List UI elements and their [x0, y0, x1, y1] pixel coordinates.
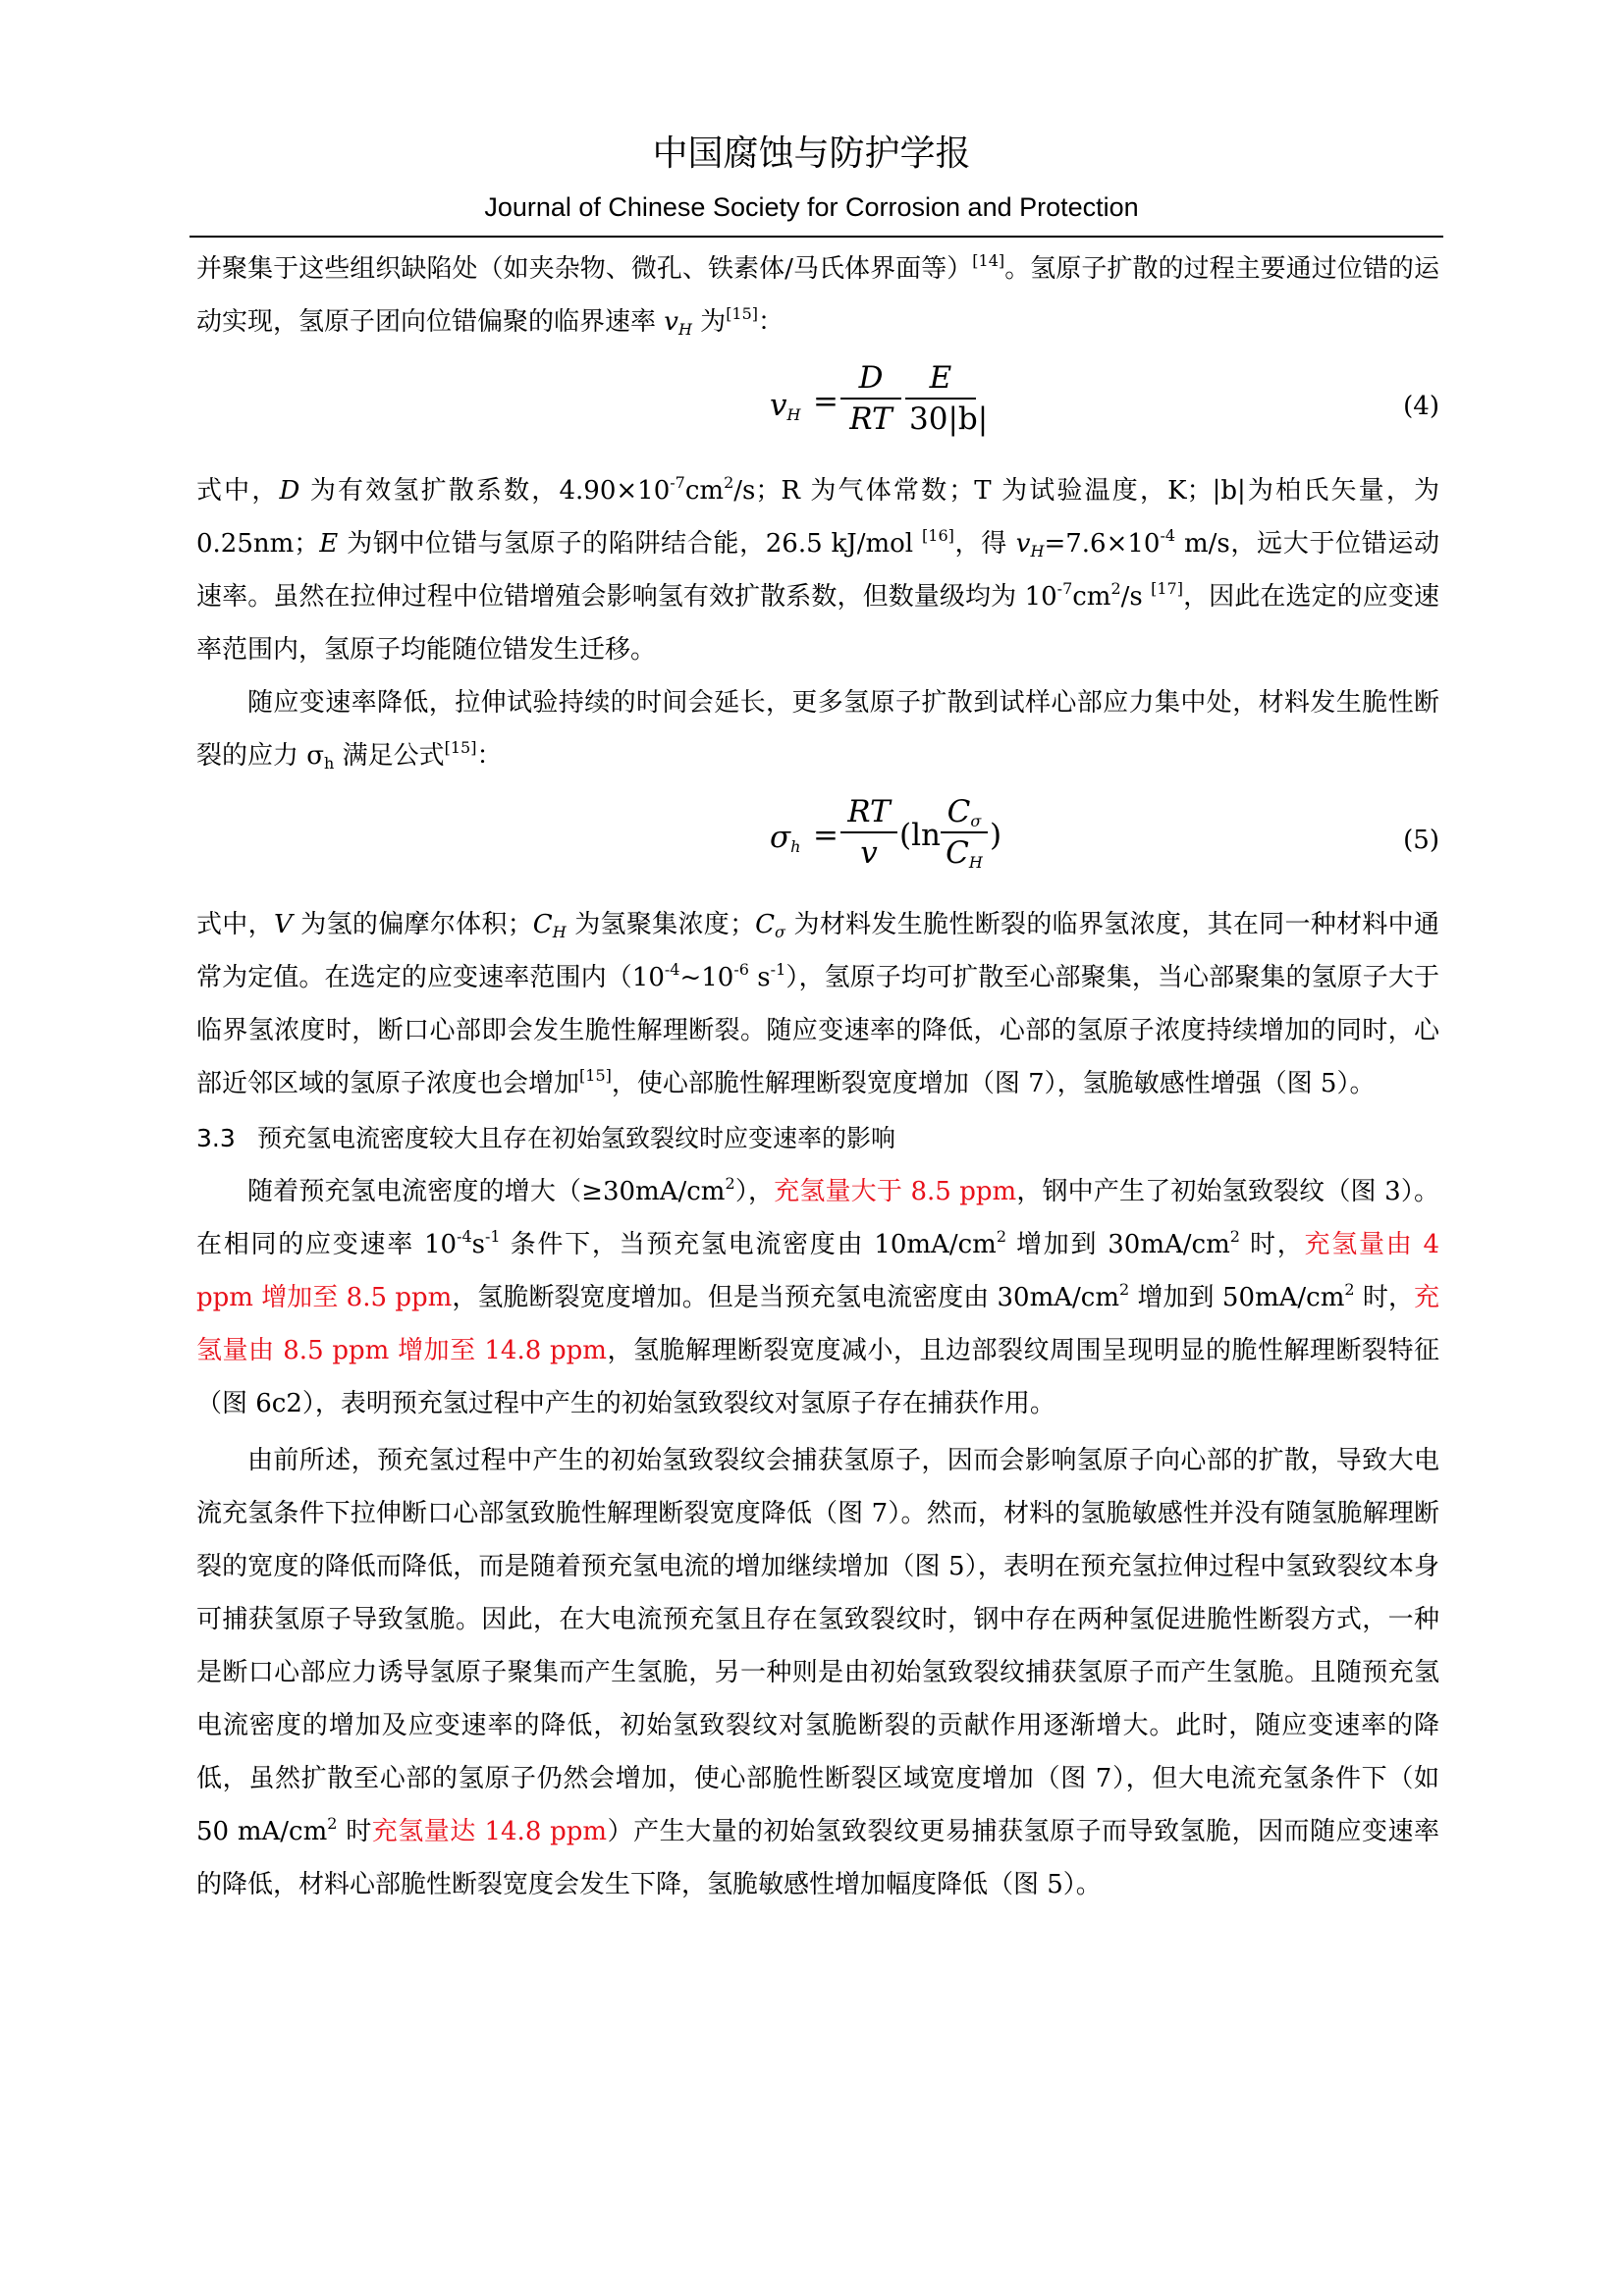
paragraph-5: 随着预充氢电流密度的增大$(\ge 30mA/cm^2)$，充氢量大于 8.5 ppm，钢中产生了初始氢致裂纹（图 3）。在相同的应变速率 $10^{-4}s^{-1}$ 条件下，当预充氢电流密度由 $10mA/cm^2$ 增加到 $30mA/cm^2$ 时，充氢量由 4 ppm 增加至 8.5 ppm，氢脆断裂宽度增加。但是当预充氢电流密度由 $30mA/cm^2$ 增加到 $50mA/cm^2$ 时，充氢量由 8.5 ppm 增加至 14.8 ppm，氢脆解理断裂宽度减小，且边部裂纹周围呈现明显的脆性解理断裂特征（图 6c2），表明预充氢过程中产生的初始氢致裂纹对氢原子存在捕获作用。: [196, 1174, 1439, 1418]
highlight-text: 充氢量大于 8.5 ppm: [774, 1177, 1017, 1206]
eq4-lhs: $v_H$: [770, 388, 801, 424]
citation: [17]: [1151, 579, 1183, 598]
section-heading: [196, 1112, 1439, 1165]
eq5-lhs: $\sigma_h$: [770, 820, 801, 856]
citation: [15]: [726, 304, 759, 323]
citation: [15]: [579, 1066, 612, 1085]
section-number: 3.3: [196, 1124, 236, 1152]
eq5-equals: =: [813, 818, 839, 853]
highlight-text: 充氢量由 8.5 ppm 增加至 14.8 ppm: [196, 1283, 1439, 1365]
eq4-equals: =: [813, 384, 839, 419]
eq4-fraction-1: D RT: [840, 358, 901, 439]
paragraph-1: 并聚集于这些组织缺陷处（如夹杂物、微孔、铁素体/马氏体界面等）[14]。氢原子扩散的过程主要通过位错的运动实现，氢原子团向位错偏聚的临界速率 $v_H$ 为[15]：: [196, 251, 1439, 339]
eq5-fraction-1: RT v: [840, 792, 897, 873]
equation-4: [196, 352, 1439, 460]
header-divider: [189, 236, 1443, 238]
citation: [15]: [444, 738, 477, 757]
equation-5: [196, 786, 1439, 894]
citation: [16]: [922, 526, 954, 545]
eq5-close-paren: ): [990, 818, 1002, 853]
journal-subtitle: Journal of Chinese Society for Corrosion and Protection: [484, 192, 1139, 222]
eq5-fraction-2: $C_\sigma$ $C_H$: [941, 792, 988, 873]
section-title: 预充氢电流密度较大且存在初始氢致裂纹时应变速率的影响: [257, 1124, 896, 1152]
paragraph-6: 由前所述，预充氢过程中产生的初始氢致裂纹会捕获氢原子，因而会影响氢原子向心部的扩散，导致大电流充氢条件下拉伸断口心部氢致脆性解理断裂宽度降低（图 7）。然而，材料的氢脆敏感性并没有随氢脆解理断裂的宽度的降低而降低，而是随着预充氢电流的增加继续增加（图 5），表明在预充氢拉伸过程中氢致裂纹本身可捕获氢原子导致氢脆。因此，在大电流预充氢且存在氢致裂纹时，钢中存在两种氢促进脆性断裂方式，一种是断口心部应力诱导氢原子聚集而产生氢脆，另一种则是由初始氢致裂纹捕获氢原子而产生氢脆。且随预充氢电流密度的增加及应变速率的降低，初始氢致裂纹对氢脆断裂的贡献作用逐渐增大。此时，随应变速率的降低，虽然扩散至心部的氢原子仍然会增加，使心部脆性断裂区域宽度增加（图 7），但大电流充氢条件下（如 50 $mA/cm^2$ 时充氢量达 14.8 ppm）产生大量的初始氢致裂纹更易捕获氢原子而导致氢脆，因而随应变速率的降低，材料心部脆性断裂宽度会发生下降，氢脆敏感性增加幅度降低（图 5）。: [196, 1446, 1439, 1899]
eq4-number: (4): [1403, 392, 1439, 421]
highlight-text: 充氢量达 14.8 ppm: [371, 1817, 608, 1846]
eq4-fraction-2: E 30|b|: [905, 358, 976, 439]
article-body: [196, 242, 1439, 1911]
eq5-ln: (ln: [899, 818, 941, 853]
paragraph-4: 式中，V 为氢的偏摩尔体积；$C_H$ 为氢聚集浓度；$C_\sigma$ 为材料发生脆性断裂的临界氢浓度，其在同一种材料中通常为定值。在选定的应变速率范围内（$10^{-4}\sim 10^{-6}$ $s^{-1}$），氢原子均可扩散至心部聚集，当心部聚集的氢原子大于临界氢浓度时，断口心部即会发生脆性解理断裂。随应变速率的降低，心部的氢原子浓度持续增加的同时，心部近邻区域的氢原子浓度也会增加[15]，使心部脆性解理断裂宽度增加（图 7），氢脆敏感性增强（图 5）。: [196, 910, 1439, 1098]
paragraph-3: 随应变速率降低，拉伸试验持续的时间会延长，更多氢原子扩散到试样心部应力集中处，材料发生脆性断裂的应力 $\sigma_h$ 满足公式[15]：: [196, 688, 1439, 773]
highlight-text: 充氢量由 4 ppm 增加至 8.5 ppm: [196, 1230, 1439, 1312]
citation: [14]: [972, 251, 1005, 270]
journal-title: 中国腐蚀与防护学报: [652, 133, 971, 174]
eq5-number: (5): [1403, 826, 1439, 855]
paragraph-2: 式中，D 为有效氢扩散系数，$4.90\times 10^{-7}cm^2/s$；R 为气体常数；T 为试验温度，K；|b|为柏氏矢量，为 0.25nm；E 为钢中位错与氢原子的陷阱结合能，26.5 kJ/mol [16]，得 $v_H=7.6\times 10^{-4}$ m/s，远大于位错运动速率。虽然在拉伸过程中位错增殖会影响氢有效扩散系数，但数量级均为 $10^{-7}cm^2/s$ [17]，因此在选定的应变速率范围内，氢原子均能随位错发生迁移。: [196, 473, 1440, 665]
